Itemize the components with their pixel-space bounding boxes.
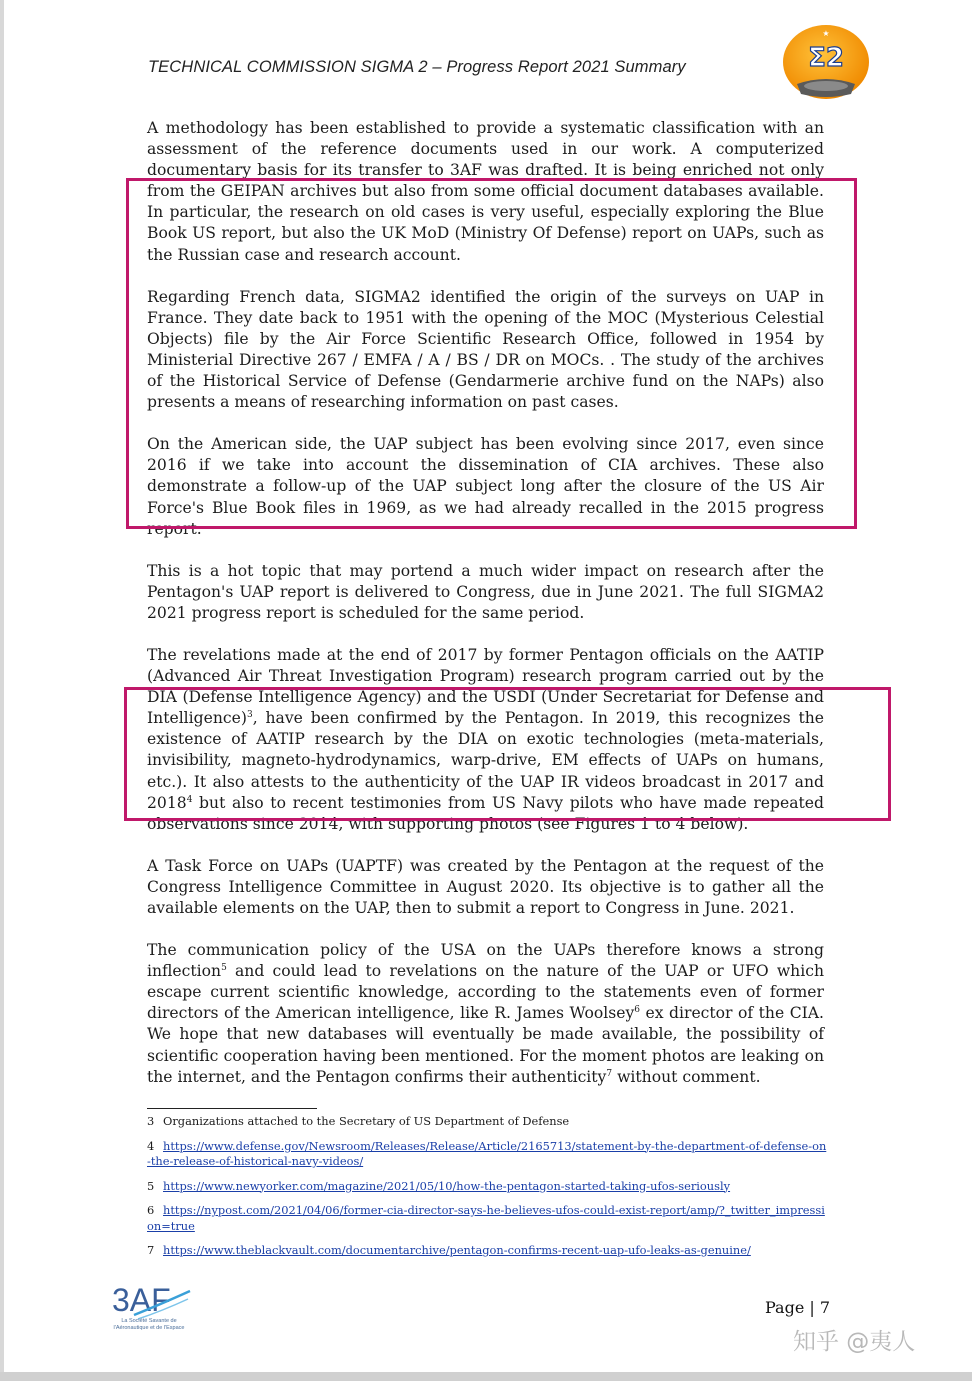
page-edge (0, 0, 4, 1381)
footnote-7: 7 https://www.theblackvault.com/documentarchive/pentagon-confirms-recent-uap-ufo-leaks-as-genuine/ (147, 1243, 751, 1257)
paragraph-methodology: A methodology has been established to provide a systematic classification with an assessment of the reference documents used in our work. A computerized documentary basis for its transfer to 3AF was drafted. It is being enriched not only from the GEIPAN archives but also from some official document databases available. In particular, the research on old cases is very useful, especially exploring the Blue Book US report, but also the UK MoD (Ministry Of Defense) report on UAPs, such as the Russian case and research account. (147, 119, 824, 264)
3af-logo-text: 3AF (112, 1282, 171, 1318)
paragraph-hot-topic: This is a hot topic that may portend a much wider impact on research after the Pentagon's UAP report is delivered to Congress, due in June 2021. The full SIGMA2 2021 progress report is scheduled for the same period. (147, 561, 824, 622)
page-bottom-edge (0, 1372, 972, 1381)
footnote-ref-6[interactable]: 6 (634, 1005, 641, 1016)
footnote-ref-4[interactable]: 4 (186, 794, 193, 805)
paragraph-american-side: On the American side, the UAP subject has been evolving since 2017, even since 2016 if we take into account the dissemination of CIA archives. These also demonstrate a follow-up of the UAP subject long after the closure of the US Air Force's Blue Book files in 1969, as we had already recalled in the 2015 progress report. (147, 435, 824, 538)
paragraph-french-data: Regarding French data, SIGMA2 identified the origin of the surveys on UAP in France. They date back to 1951 with the opening of the MOC (Mysterious Celestial Objects) file by the Air Force Scientific Research Office, followed in 1954 by Ministerial Directive 267 / EMFA / A / BS / DR on MOCs. . The study of the archives of the Historical Service of Defense (Gendarmerie archive fund on the NAPs) also presents a means of researching information on past cases. (147, 287, 824, 412)
footnote-separator (147, 1108, 317, 1109)
watermark: 知乎 @夷人 (793, 1329, 916, 1355)
footnote-5-link[interactable]: https://www.newyorker.com/magazine/2021/05/10/how-the-pentagon-started-taking-ufos-seriously (163, 1178, 731, 1193)
footnote-3: 3 Organizations attached to the Secretary of US Department of Defense (147, 1114, 570, 1128)
3af-logo-caption: La Société Savante de l'Aéronautique et de l'Espace (113, 1318, 185, 1331)
footnote-ref-3[interactable]: 3 (246, 710, 253, 721)
page-number: Page | 7 (765, 1298, 831, 1317)
footnote-7-link[interactable]: https://www.theblackvault.com/documentarchive/pentagon-confirms-recent-uap-ufo-leaks-as-genuine/ (163, 1243, 751, 1257)
page-header-title: TECHNICAL COMMISSION SIGMA 2 – Progress Report 2021 Summary (148, 58, 686, 76)
body-text (147, 118, 824, 1109)
footnotes (147, 1114, 827, 1268)
footnote-4: 4 https://www.defense.gov/Newsroom/Releases/Release/Article/2165713/statement-by-the-department-of-defense-on-the-release-of-historical-navy-videos/ (147, 1138, 827, 1168)
sigma2-logo-text: Σ2 (808, 43, 844, 73)
footnote-4-link[interactable]: https://www.defense.gov/Newsroom/Releases/Release/Article/2165713/statement-by-the-department-of-defense-on-the-release-of-historical-navy-videos/ (147, 1138, 827, 1168)
paragraph-aatip: The revelations made at the end of 2017 by former Pentagon officials on the AATIP (Advanced Air Threat Investigation Program) research program carried out by the DIA (Defense Intelligence Agency) and the USDI (Under Secretariat for Defense and Intelligence)$^3$, have been confirmed by the Pentagon. In 2019, this recognizes the existence of AATIP research by the DIA on exotic technologies (meta-materials, invisibility, magneto-hydrodynamics, warp-drive, EM effects of UAPs on humans, etc.). It also attests to the authenticity of the UAP IR videos broadcast in 2017 and 2018$^4$ but also to recent testimonies from US Navy pilots who have made repeated observations since 2014, with supporting photos (see Figures 1 to 4 below). (147, 645, 824, 833)
footnote-5: 5 https://www.newyorker.com/magazine/2021/05/10/how-the-pentagon-started-taking-ufos-seriously (147, 1178, 731, 1193)
footnote-ref-5[interactable]: 5 (221, 963, 227, 973)
sigma2-logo (781, 22, 871, 100)
paragraph-communication-policy: The communication policy of the USA on the UAPs therefore knows a strong inflection$^5$ and could lead to revelations on the nature of the UAP or UFO which escape current scientific knowledge, according to the statements even of former directors of the American intelligence, like R. James Woolsey$^6$ ex director of the CIA. We hope that new databases will eventually be made available, the possibility of scientific cooperation having been mentioned. For the moment photos are leaking on the internet, and the Pentagon confirms their authenticity$^7$ without comment. (147, 941, 824, 1086)
svg-text:★: ★ (822, 29, 830, 38)
footnote-ref-7[interactable]: 7 (606, 1068, 613, 1079)
footnote-6-link[interactable]: https://nypost.com/2021/04/06/former-cia-director-says-he-believes-ufos-could-exist-report/amp/?_twitter_impression=true (147, 1203, 825, 1233)
paragraph-task-force: A Task Force on UAPs (UAPTF) was created by the Pentagon at the request of the Congress Intelligence Committee in August 2020. Its objective is to gather all the available elements on the UAP, then to submit a report to Congress in June. 2021. (147, 856, 824, 917)
footnote-6: 6 https://nypost.com/2021/04/06/former-cia-director-says-he-believes-ufos-could-exist-report/amp/?_twitter_impression=true (147, 1203, 825, 1233)
